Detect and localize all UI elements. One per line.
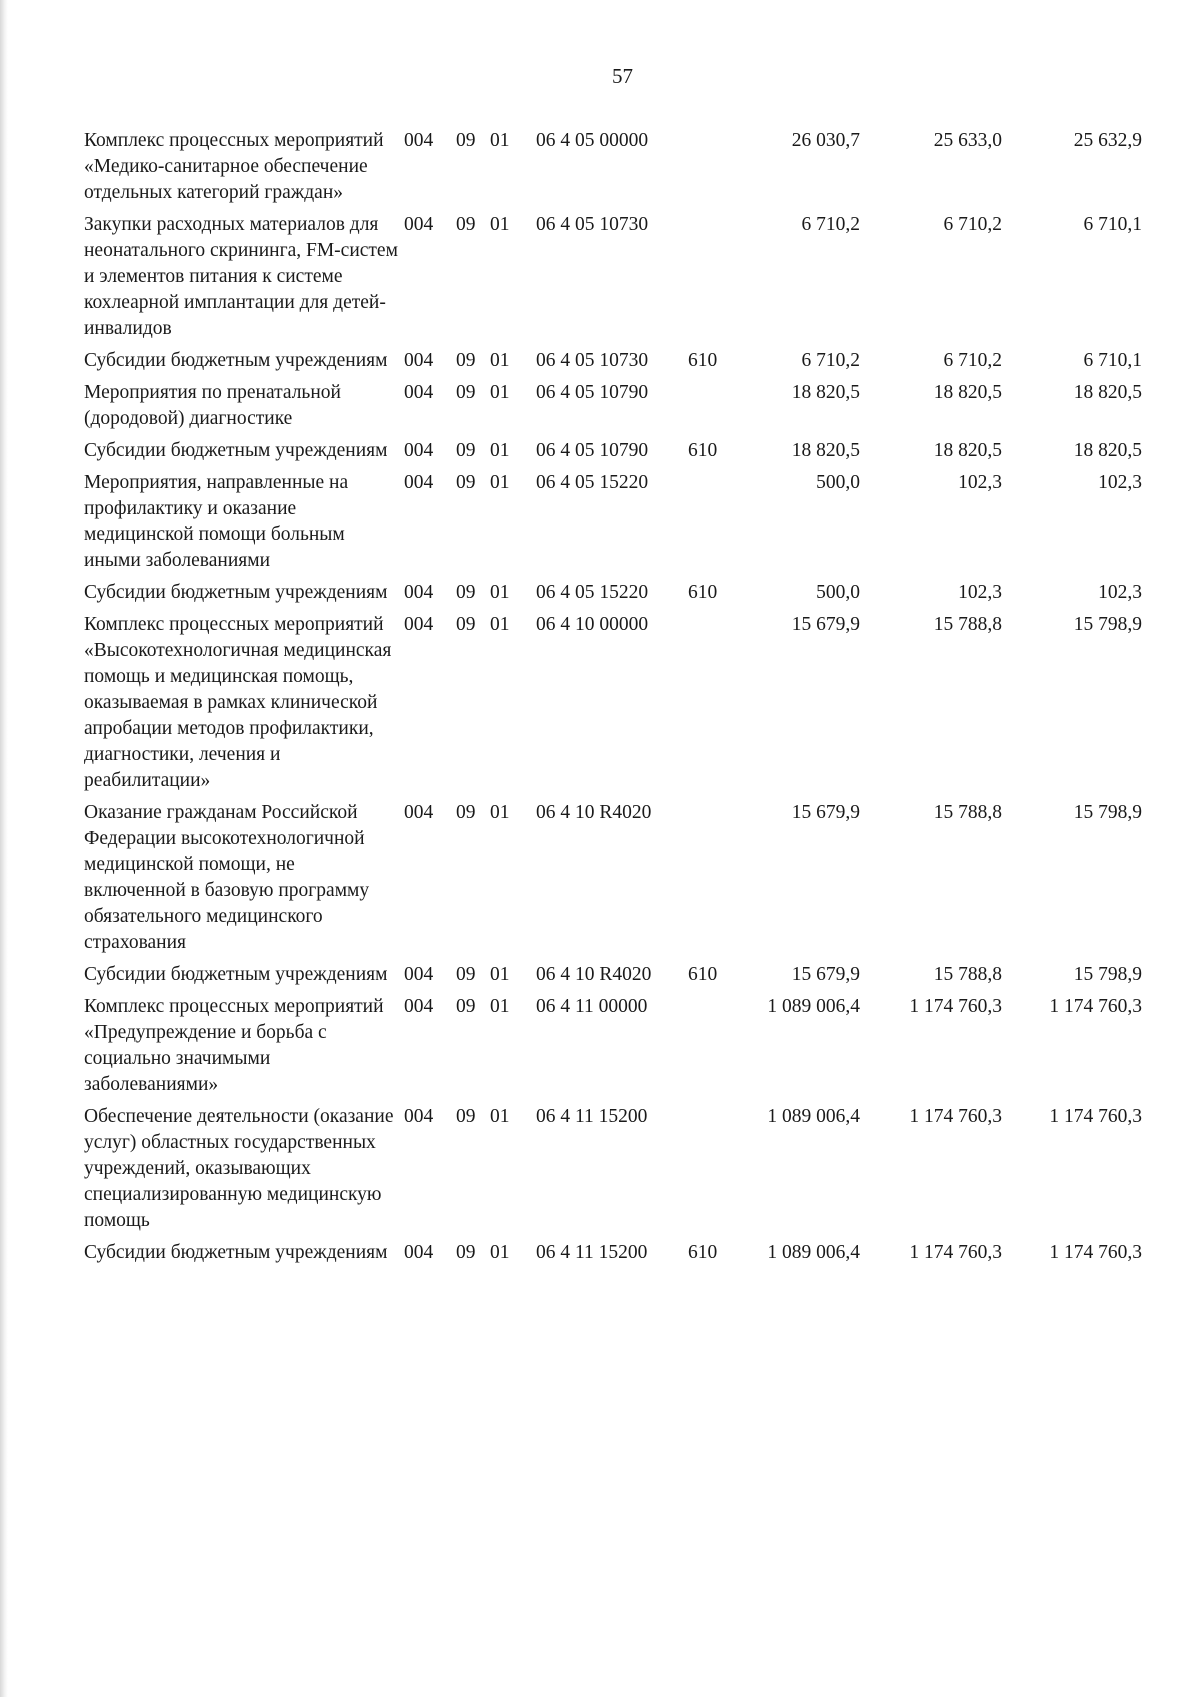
subsection-code: 01 <box>490 996 510 1017</box>
subsection-code: 01 <box>490 130 510 151</box>
amount-year-2: 102,3 <box>958 472 1002 493</box>
amount-year-2: 18 820,5 <box>933 382 1002 403</box>
amount-year-2: 6 710,2 <box>943 214 1002 235</box>
target-article-code: 06 4 11 00000 <box>536 996 648 1017</box>
ved-code: 004 <box>404 1106 434 1127</box>
subsection-code: 01 <box>490 802 510 823</box>
row-name: Субсидии бюджетным учреждениям <box>84 964 388 985</box>
row-name: Мероприятия, направленные на профилактику и оказание медицинской помощи больным иными заболеваниями <box>84 472 349 571</box>
amount-year-3: 102,3 <box>1098 582 1142 603</box>
amount-year-2: 25 633,0 <box>933 130 1002 151</box>
ved-code: 004 <box>404 130 434 151</box>
row-name: Комплекс процессных мероприятий «Высокотехнологичная медицинская помощь и медицинская помощь, оказываемая в рамках клинической апробации методов профилактики, диагностики, лечения и реабилитации» <box>84 614 392 791</box>
amount-year-1: 18 820,5 <box>791 382 860 403</box>
row-name: Комплекс процессных мероприятий «Предупреждение и борьба с социально значимыми заболеваниями» <box>84 996 384 1095</box>
target-article-code: 06 4 05 10790 <box>536 382 649 403</box>
amount-year-3: 1 174 760,3 <box>1049 1242 1142 1263</box>
table-row <box>84 380 1164 432</box>
ved-code: 004 <box>404 440 434 461</box>
expense-type-code: 610 <box>688 1242 718 1263</box>
amount-year-1: 1 089 006,4 <box>767 1106 860 1127</box>
amount-year-1: 1 089 006,4 <box>767 996 860 1017</box>
amount-year-3: 15 798,9 <box>1073 614 1142 635</box>
amount-year-1: 26 030,7 <box>791 130 860 151</box>
section-code: 09 <box>456 382 476 403</box>
ved-code: 004 <box>404 614 434 635</box>
amount-year-3: 6 710,1 <box>1083 214 1142 235</box>
amount-year-1: 6 710,2 <box>801 214 860 235</box>
ved-code: 004 <box>404 382 434 403</box>
amount-year-1: 500,0 <box>816 472 860 493</box>
amount-year-1: 6 710,2 <box>801 350 860 371</box>
table-row <box>84 1240 1164 1266</box>
amount-year-2: 102,3 <box>958 582 1002 603</box>
ved-code: 004 <box>404 582 434 603</box>
amount-year-1: 18 820,5 <box>791 440 860 461</box>
row-name: Субсидии бюджетным учреждениям <box>84 350 388 371</box>
row-name: Мероприятия по пренатальной (дородовой) диагностике <box>84 382 341 429</box>
row-name: Субсидии бюджетным учреждениям <box>84 1242 388 1263</box>
ved-code: 004 <box>404 964 434 985</box>
target-article-code: 06 4 05 10730 <box>536 214 649 235</box>
amount-year-2: 15 788,8 <box>933 802 1002 823</box>
table-row <box>84 994 1164 1098</box>
scan-edge <box>0 0 8 1697</box>
amount-year-2: 6 710,2 <box>943 350 1002 371</box>
table-row <box>84 212 1164 342</box>
section-code: 09 <box>456 582 476 603</box>
expense-type-code: 610 <box>688 350 718 371</box>
target-article-code: 06 4 05 10790 <box>536 440 649 461</box>
row-name: Субсидии бюджетным учреждениям <box>84 582 388 603</box>
subsection-code: 01 <box>490 440 510 461</box>
target-article-code: 06 4 11 15200 <box>536 1242 648 1263</box>
row-name: Оказание гражданам Российской Федерации высокотехнологичной медицинской помощи, не включенной в базовую программу обязательного медицинского страхования <box>84 802 370 953</box>
amount-year-3: 102,3 <box>1098 472 1142 493</box>
row-name: Субсидии бюджетным учреждениям <box>84 440 388 461</box>
table-row <box>84 128 1164 206</box>
budget-table <box>84 128 1164 1272</box>
target-article-code: 06 4 11 15200 <box>536 1106 648 1127</box>
target-article-code: 06 4 10 R4020 <box>536 802 652 823</box>
table-row <box>84 348 1164 374</box>
section-code: 09 <box>456 440 476 461</box>
subsection-code: 01 <box>490 214 510 235</box>
ved-code: 004 <box>404 214 434 235</box>
amount-year-3: 25 632,9 <box>1073 130 1142 151</box>
target-article-code: 06 4 05 00000 <box>536 130 649 151</box>
target-article-code: 06 4 10 00000 <box>536 614 649 635</box>
target-article-code: 06 4 10 R4020 <box>536 964 652 985</box>
amount-year-3: 18 820,5 <box>1073 440 1142 461</box>
amount-year-2: 1 174 760,3 <box>909 1106 1002 1127</box>
amount-year-3: 15 798,9 <box>1073 802 1142 823</box>
ved-code: 004 <box>404 1242 434 1263</box>
table-row <box>84 438 1164 464</box>
row-name: Комплекс процессных мероприятий «Медико-санитарное обеспечение отдельных категорий граждан» <box>84 130 384 203</box>
amount-year-2: 18 820,5 <box>933 440 1002 461</box>
amount-year-3: 15 798,9 <box>1073 964 1142 985</box>
expense-type-code: 610 <box>688 964 718 985</box>
ved-code: 004 <box>404 350 434 371</box>
section-code: 09 <box>456 130 476 151</box>
subsection-code: 01 <box>490 382 510 403</box>
subsection-code: 01 <box>490 582 510 603</box>
amount-year-3: 18 820,5 <box>1073 382 1142 403</box>
section-code: 09 <box>456 472 476 493</box>
amount-year-1: 15 679,9 <box>791 964 860 985</box>
ved-code: 004 <box>404 996 434 1017</box>
section-code: 09 <box>456 614 476 635</box>
amount-year-1: 500,0 <box>816 582 860 603</box>
table-row <box>84 580 1164 606</box>
ved-code: 004 <box>404 472 434 493</box>
amount-year-1: 15 679,9 <box>791 614 860 635</box>
subsection-code: 01 <box>490 1106 510 1127</box>
amount-year-3: 1 174 760,3 <box>1049 996 1142 1017</box>
amount-year-2: 15 788,8 <box>933 614 1002 635</box>
page-number: 57 <box>612 64 633 88</box>
section-code: 09 <box>456 1106 476 1127</box>
expense-type-code: 610 <box>688 440 718 461</box>
subsection-code: 01 <box>490 350 510 371</box>
ved-code: 004 <box>404 802 434 823</box>
amount-year-3: 6 710,1 <box>1083 350 1142 371</box>
amount-year-2: 15 788,8 <box>933 964 1002 985</box>
table-row <box>84 1104 1164 1234</box>
section-code: 09 <box>456 1242 476 1263</box>
section-code: 09 <box>456 214 476 235</box>
row-name: Закупки расходных материалов для неонатального скрининга, FM-систем и элементов питания к системе кохлеарной имплантации для детей-инвалидов <box>84 214 398 339</box>
amount-year-1: 15 679,9 <box>791 802 860 823</box>
target-article-code: 06 4 05 10730 <box>536 350 649 371</box>
table-row <box>84 470 1164 574</box>
expense-type-code: 610 <box>688 582 718 603</box>
row-name: Обеспечение деятельности (оказание услуг) областных государственных учреждений, оказывающих специализированную медицинскую помощь <box>84 1106 394 1231</box>
table-row <box>84 962 1164 988</box>
amount-year-3: 1 174 760,3 <box>1049 1106 1142 1127</box>
subsection-code: 01 <box>490 964 510 985</box>
target-article-code: 06 4 05 15220 <box>536 582 649 603</box>
target-article-code: 06 4 05 15220 <box>536 472 649 493</box>
subsection-code: 01 <box>490 472 510 493</box>
amount-year-2: 1 174 760,3 <box>909 1242 1002 1263</box>
table-row <box>84 612 1164 794</box>
subsection-code: 01 <box>490 1242 510 1263</box>
subsection-code: 01 <box>490 614 510 635</box>
table-row <box>84 800 1164 956</box>
section-code: 09 <box>456 964 476 985</box>
section-code: 09 <box>456 996 476 1017</box>
amount-year-1: 1 089 006,4 <box>767 1242 860 1263</box>
section-code: 09 <box>456 802 476 823</box>
section-code: 09 <box>456 350 476 371</box>
amount-year-2: 1 174 760,3 <box>909 996 1002 1017</box>
